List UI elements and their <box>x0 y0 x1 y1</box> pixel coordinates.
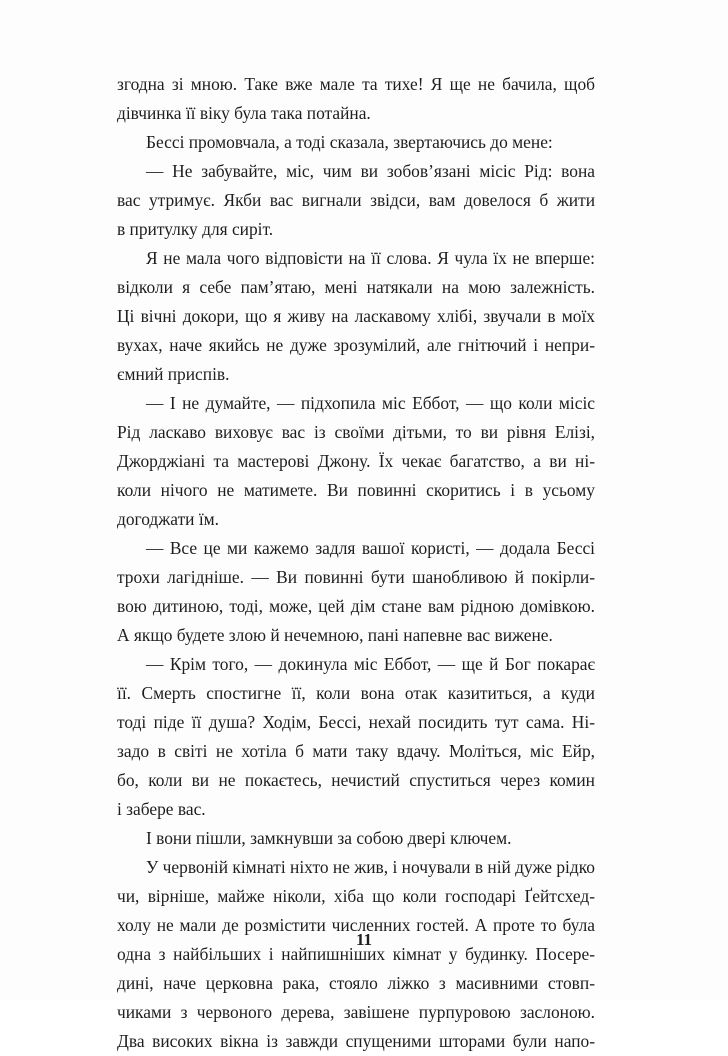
body-text <box>117 70 595 1056</box>
text-line: догоджати їм. <box>117 509 220 529</box>
text-line: вас утримує. Якби вас вигнали звідси, вам довелося б жити <box>117 190 595 210</box>
text-line: трохи лагідніше. — Ви повинні бути шанобливою й покірли- <box>117 567 595 587</box>
text-line: і забере вас. <box>117 799 206 819</box>
text-line: її. Смерть спостигне її, коли вона отак казититься, а куди <box>117 683 595 703</box>
text-line: одна з найбільших і найпишніших кімнат у будинку. Посере- <box>117 944 595 964</box>
text-line: в притулку для сиріт. <box>117 219 274 239</box>
text-line: — Не забувайте, міс, чим ви зобов’язані місіс Рід: вона <box>146 161 595 181</box>
text-line: — Крім того, — докинула міс Еббот, — ще й Бог покарає <box>146 654 595 674</box>
text-line: Ці вічні докори, що я живу на ласкавому хлібі, звучали в моїх <box>117 306 595 326</box>
text-line: ємний приспів. <box>117 364 230 384</box>
text-line: відколи я себе пам’ятаю, мені натякали на мою залежність. <box>117 277 595 297</box>
text-line: Бессі промовчала, а тоді сказала, звертаючись до мене: <box>146 132 553 152</box>
text-line: Рід ласкаво виховує вас із своїми дітьми, то ви рівня Елізі, <box>117 422 595 442</box>
text-line: І вони пішли, замкнувши за собою двері ключем. <box>146 828 512 848</box>
text-line: тоді піде її душа? Ходім, Бессі, нехай посидить тут сама. Ні- <box>117 712 595 732</box>
text-line: задо в світі не хотіла б мати таку вдачу. Моліться, міс Ейр, <box>117 741 595 761</box>
text-line: Я не мала чого відповісти на її слова. Я чула їх не вперше: <box>146 248 595 268</box>
text-line: бо, коли ви не покаєтесь, нечистий спуститься через комин <box>117 770 595 790</box>
text-line: А якщо будете злою й нечемною, пані напевне вас вижене. <box>117 625 553 645</box>
text-line: чи, вірніше, майже ніколи, хіба що коли господарі Ґейтсхед- <box>117 886 595 906</box>
text-line: дині, наче церковна рака, стояло ліжко з масивними стовп- <box>117 973 595 993</box>
text-line: У червоній кімнаті ніхто не жив, і ночували в ній дуже рідко <box>146 857 595 877</box>
text-line: згодна зі мною. Таке вже мале та тихе! Я ще не бачила, щоб <box>117 74 595 94</box>
text-line: коли нічого не матимете. Ви повинні скоритись і в усьому <box>117 480 595 500</box>
text-line: холу не мали де розмістити численних гостей. А проте то була <box>117 915 595 935</box>
text-line: Два високих вікна із завжди спущеними шторами були напо- <box>117 1031 595 1051</box>
text-line: вою дитиною, тоді, може, цей дім стане вам рідною домівкою. <box>117 596 595 616</box>
text-line: дівчинка її віку була така потайна. <box>117 103 371 123</box>
page-number: 11 <box>355 930 373 949</box>
text-line: вухах, наче якийсь не дуже зрозумілий, але гнітючий і непри- <box>117 335 595 355</box>
text-line: — І не думайте, — підхопила міс Еббот, — що коли місіс <box>146 393 595 413</box>
text-line: Джорджіані та мастерові Джону. Їх чекає багатство, а ви ні- <box>117 451 595 471</box>
text-line: чиками з червоного дерева, завішене пурпуровою заслоною. <box>117 1002 595 1022</box>
text-line: — Все це ми кажемо задля вашої користі, — додала Бессі <box>146 538 595 558</box>
